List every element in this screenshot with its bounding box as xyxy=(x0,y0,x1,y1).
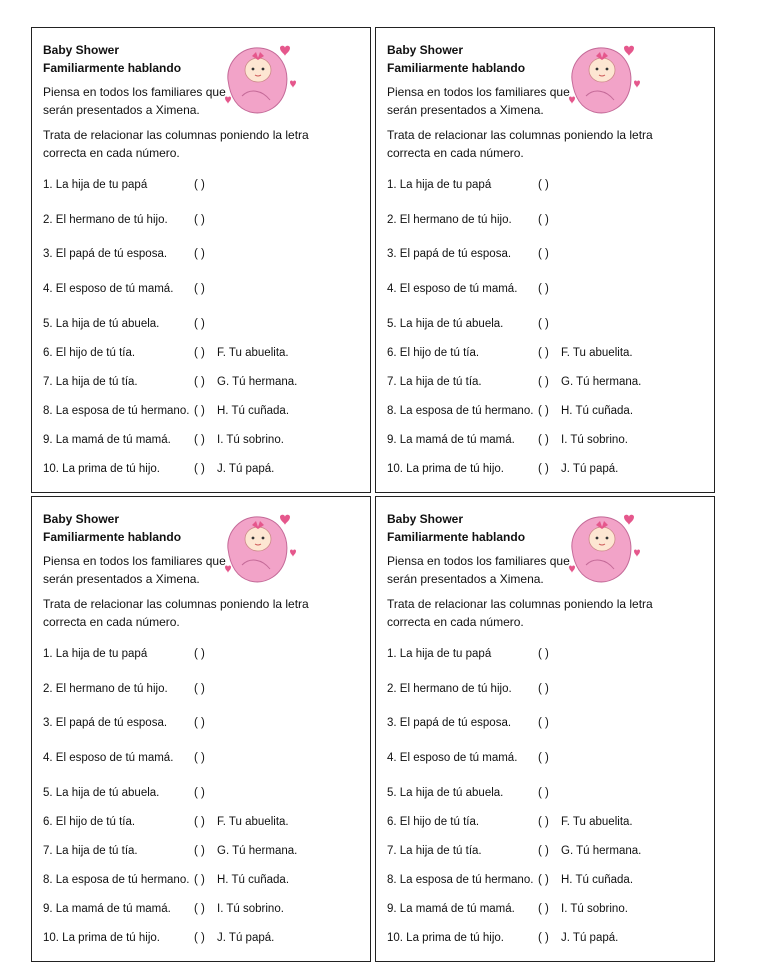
card-title-line-2: Familiarmente hablando xyxy=(387,61,526,75)
answer-blank: ( ) xyxy=(538,179,549,191)
question-text: 1. La hija de tu papá xyxy=(43,648,148,660)
baby-shower-card xyxy=(31,27,371,493)
question-item xyxy=(387,717,549,729)
answer-blank: ( ) xyxy=(538,648,549,660)
answer-blank: ( ) xyxy=(194,318,205,330)
question-text: 2. El hermano de tú hijo. xyxy=(43,214,168,226)
answer-option: H. Tú cuñada. xyxy=(561,874,634,886)
question-text: 4. El esposo de tú mamá. xyxy=(43,283,174,295)
answer-blank: ( ) xyxy=(194,376,205,388)
card-intro-line-1: Piensa en todos los familiares que xyxy=(387,85,570,99)
question-text: 3. El papá de tú esposa. xyxy=(43,248,168,260)
question-item xyxy=(387,683,549,695)
answer-blank: ( ) xyxy=(194,683,205,695)
question-item xyxy=(387,932,549,944)
answer-blank: ( ) xyxy=(194,283,205,295)
card-intro-line-2: serán presentados a Ximena. xyxy=(387,572,544,586)
question-item xyxy=(387,179,549,191)
question-item xyxy=(387,405,549,417)
answer-blank: ( ) xyxy=(538,214,549,226)
question-item xyxy=(43,434,205,446)
question-text: 6. El hijo de tú tía. xyxy=(43,347,136,359)
question-text: 9. La mamá de tú mamá. xyxy=(387,903,515,915)
question-text: 5. La hija de tú abuela. xyxy=(43,787,160,799)
answer-blank: ( ) xyxy=(538,874,549,886)
answer-blank: ( ) xyxy=(194,717,205,729)
answer-option: J. Tú papá. xyxy=(217,463,275,475)
card-intro-line-1: Piensa en todos los familiares que xyxy=(43,554,226,568)
answer-blank: ( ) xyxy=(194,347,205,359)
question-text: 7. La hija de tú tía. xyxy=(387,376,482,388)
question-text: 2. El hermano de tú hijo. xyxy=(43,683,168,695)
question-item xyxy=(43,903,205,915)
card-instructions xyxy=(387,595,653,631)
answer-blank: ( ) xyxy=(194,845,205,857)
question-text: 10. La prima de tú hijo. xyxy=(43,932,160,944)
question-item xyxy=(387,214,549,226)
question-item xyxy=(387,648,549,660)
card-instructions xyxy=(387,126,653,162)
question-item xyxy=(43,376,205,388)
card-intro-line-1: Piensa en todos los familiares que xyxy=(43,85,226,99)
baby-illustration-icon xyxy=(222,40,302,118)
question-item xyxy=(387,463,549,475)
answer-option: H. Tú cuñada. xyxy=(561,405,634,417)
question-text: 7. La hija de tú tía. xyxy=(387,845,482,857)
answer-blank: ( ) xyxy=(194,648,205,660)
question-item xyxy=(387,434,549,446)
question-text: 9. La mamá de tú mamá. xyxy=(43,903,171,915)
answer-option: G. Tú hermana. xyxy=(561,845,642,857)
answer-blank: ( ) xyxy=(538,816,549,828)
question-item xyxy=(387,248,549,260)
card-intro-line-2: serán presentados a Ximena. xyxy=(43,103,200,117)
question-item xyxy=(43,179,205,191)
heart-icon xyxy=(624,46,634,56)
question-text: 8. La esposa de tú hermano. xyxy=(387,874,534,886)
answer-blank: ( ) xyxy=(194,179,205,191)
card-title xyxy=(43,510,181,546)
answer-blank: ( ) xyxy=(538,845,549,857)
answer-option: I. Tú sobrino. xyxy=(561,903,628,915)
answer-option: J. Tú papá. xyxy=(561,463,619,475)
answer-blank: ( ) xyxy=(538,434,549,446)
question-text: 6. El hijo de tú tía. xyxy=(387,816,480,828)
answer-blank: ( ) xyxy=(194,463,205,475)
answer-blank: ( ) xyxy=(538,787,549,799)
answer-blank: ( ) xyxy=(194,903,205,915)
answer-blank: ( ) xyxy=(538,463,549,475)
question-text: 3. El papá de tú esposa. xyxy=(387,717,512,729)
card-intro xyxy=(43,83,226,119)
answer-blank: ( ) xyxy=(538,683,549,695)
question-item xyxy=(387,347,549,359)
answer-option: J. Tú papá. xyxy=(561,932,619,944)
question-item xyxy=(43,845,205,857)
answer-blank: ( ) xyxy=(538,932,549,944)
question-item xyxy=(387,787,549,799)
question-item xyxy=(387,874,549,886)
answer-option: H. Tú cuñada. xyxy=(217,874,290,886)
question-text: 2. El hermano de tú hijo. xyxy=(387,214,512,226)
card-intro-line-2: serán presentados a Ximena. xyxy=(387,103,544,117)
question-text: 7. La hija de tú tía. xyxy=(43,845,138,857)
card-instructions-line-2: correcta en cada número. xyxy=(43,146,180,160)
question-text: 1. La hija de tu papá xyxy=(387,179,492,191)
question-text: 8. La esposa de tú hermano. xyxy=(43,405,190,417)
question-text: 8. La esposa de tú hermano. xyxy=(387,405,534,417)
answer-blank: ( ) xyxy=(194,787,205,799)
card-intro-line-2: serán presentados a Ximena. xyxy=(43,572,200,586)
answer-blank: ( ) xyxy=(538,318,549,330)
answer-option: F. Tu abuelita. xyxy=(561,347,633,359)
question-text: 3. El papá de tú esposa. xyxy=(387,248,512,260)
question-item xyxy=(43,932,205,944)
baby-shower-card xyxy=(31,496,371,962)
baby-illustration-icon xyxy=(566,509,646,587)
card-instructions xyxy=(43,126,309,162)
answer-option: J. Tú papá. xyxy=(217,932,275,944)
card-intro xyxy=(387,83,570,119)
card-title-line-1: Baby Shower xyxy=(43,512,120,526)
question-item xyxy=(43,347,205,359)
heart-icon xyxy=(624,515,634,525)
question-text: 2. El hermano de tú hijo. xyxy=(387,683,512,695)
answer-option: G. Tú hermana. xyxy=(217,845,298,857)
question-item xyxy=(43,717,205,729)
answer-option: F. Tu abuelita. xyxy=(561,816,633,828)
heart-icon xyxy=(290,550,296,558)
card-title-line-2: Familiarmente hablando xyxy=(387,530,526,544)
question-text: 7. La hija de tú tía. xyxy=(43,376,138,388)
answer-blank: ( ) xyxy=(538,717,549,729)
answer-blank: ( ) xyxy=(194,214,205,226)
question-text: 5. La hija de tú abuela. xyxy=(387,787,504,799)
answer-blank: ( ) xyxy=(538,903,549,915)
question-text: 4. El esposo de tú mamá. xyxy=(43,752,174,764)
answer-blank: ( ) xyxy=(194,816,205,828)
card-instructions-line-2: correcta en cada número. xyxy=(43,615,180,629)
answer-blank: ( ) xyxy=(194,248,205,260)
question-item xyxy=(43,787,205,799)
question-item xyxy=(43,248,205,260)
card-instructions-line-1: Trata de relacionar las columnas poniendo la letra xyxy=(43,128,309,142)
answer-blank: ( ) xyxy=(538,248,549,260)
card-title xyxy=(387,41,525,77)
question-item xyxy=(387,845,549,857)
question-item xyxy=(387,903,549,915)
question-text: 10. La prima de tú hijo. xyxy=(43,463,160,475)
card-instructions-line-1: Trata de relacionar las columnas poniendo la letra xyxy=(387,128,653,142)
answer-option: I. Tú sobrino. xyxy=(561,434,628,446)
question-text: 10. La prima de tú hijo. xyxy=(387,463,504,475)
question-text: 8. La esposa de tú hermano. xyxy=(43,874,190,886)
answer-blank: ( ) xyxy=(194,752,205,764)
answer-blank: ( ) xyxy=(194,434,205,446)
baby-shower-card xyxy=(375,27,715,493)
question-text: 1. La hija de tu papá xyxy=(43,179,148,191)
card-title-line-2: Familiarmente hablando xyxy=(43,61,182,75)
card-instructions-line-2: correcta en cada número. xyxy=(387,146,524,160)
question-item xyxy=(387,283,549,295)
answer-option: G. Tú hermana. xyxy=(217,376,298,388)
card-title-line-2: Familiarmente hablando xyxy=(43,530,182,544)
heart-icon xyxy=(280,515,290,525)
answer-blank: ( ) xyxy=(538,376,549,388)
card-instructions-line-1: Trata de relacionar las columnas poniendo la letra xyxy=(387,597,653,611)
question-text: 5. La hija de tú abuela. xyxy=(43,318,160,330)
answer-blank: ( ) xyxy=(538,347,549,359)
question-item xyxy=(387,816,549,828)
question-item xyxy=(387,376,549,388)
answer-blank: ( ) xyxy=(194,874,205,886)
question-text: 1. La hija de tu papá xyxy=(387,648,492,660)
card-title-line-1: Baby Shower xyxy=(387,512,464,526)
answer-option: F. Tu abuelita. xyxy=(217,347,289,359)
card-intro xyxy=(43,552,226,588)
answer-blank: ( ) xyxy=(194,932,205,944)
heart-icon xyxy=(634,550,640,558)
baby-illustration-icon xyxy=(566,40,646,118)
card-instructions-line-1: Trata de relacionar las columnas poniendo la letra xyxy=(43,597,309,611)
baby-shower-card xyxy=(375,496,715,962)
question-item xyxy=(43,683,205,695)
answer-option: F. Tu abuelita. xyxy=(217,816,289,828)
card-title-line-1: Baby Shower xyxy=(43,43,120,57)
question-item xyxy=(43,874,205,886)
question-item xyxy=(43,318,205,330)
question-text: 9. La mamá de tú mamá. xyxy=(387,434,515,446)
card-instructions xyxy=(43,595,309,631)
question-text: 9. La mamá de tú mamá. xyxy=(43,434,171,446)
baby-illustration-icon xyxy=(222,509,302,587)
question-item xyxy=(43,463,205,475)
answer-option: H. Tú cuñada. xyxy=(217,405,290,417)
question-item xyxy=(43,283,205,295)
card-title xyxy=(387,510,525,546)
question-text: 3. El papá de tú esposa. xyxy=(43,717,168,729)
heart-icon xyxy=(634,81,640,89)
question-text: 6. El hijo de tú tía. xyxy=(387,347,480,359)
question-text: 5. La hija de tú abuela. xyxy=(387,318,504,330)
card-title-line-1: Baby Shower xyxy=(387,43,464,57)
question-item xyxy=(387,752,549,764)
question-text: 10. La prima de tú hijo. xyxy=(387,932,504,944)
answer-option: I. Tú sobrino. xyxy=(217,434,284,446)
question-item xyxy=(43,648,205,660)
card-title xyxy=(43,41,181,77)
card-intro-line-1: Piensa en todos los familiares que xyxy=(387,554,570,568)
answer-option: G. Tú hermana. xyxy=(561,376,642,388)
answer-blank: ( ) xyxy=(538,405,549,417)
question-item xyxy=(43,816,205,828)
question-text: 6. El hijo de tú tía. xyxy=(43,816,136,828)
question-item xyxy=(43,752,205,764)
answer-blank: ( ) xyxy=(538,283,549,295)
question-item xyxy=(43,405,205,417)
answer-option: I. Tú sobrino. xyxy=(217,903,284,915)
question-text: 4. El esposo de tú mamá. xyxy=(387,752,518,764)
heart-icon xyxy=(280,46,290,56)
card-intro xyxy=(387,552,570,588)
question-item xyxy=(387,318,549,330)
question-text: 4. El esposo de tú mamá. xyxy=(387,283,518,295)
answer-blank: ( ) xyxy=(538,752,549,764)
heart-icon xyxy=(290,81,296,89)
question-item xyxy=(43,214,205,226)
answer-blank: ( ) xyxy=(194,405,205,417)
card-instructions-line-2: correcta en cada número. xyxy=(387,615,524,629)
